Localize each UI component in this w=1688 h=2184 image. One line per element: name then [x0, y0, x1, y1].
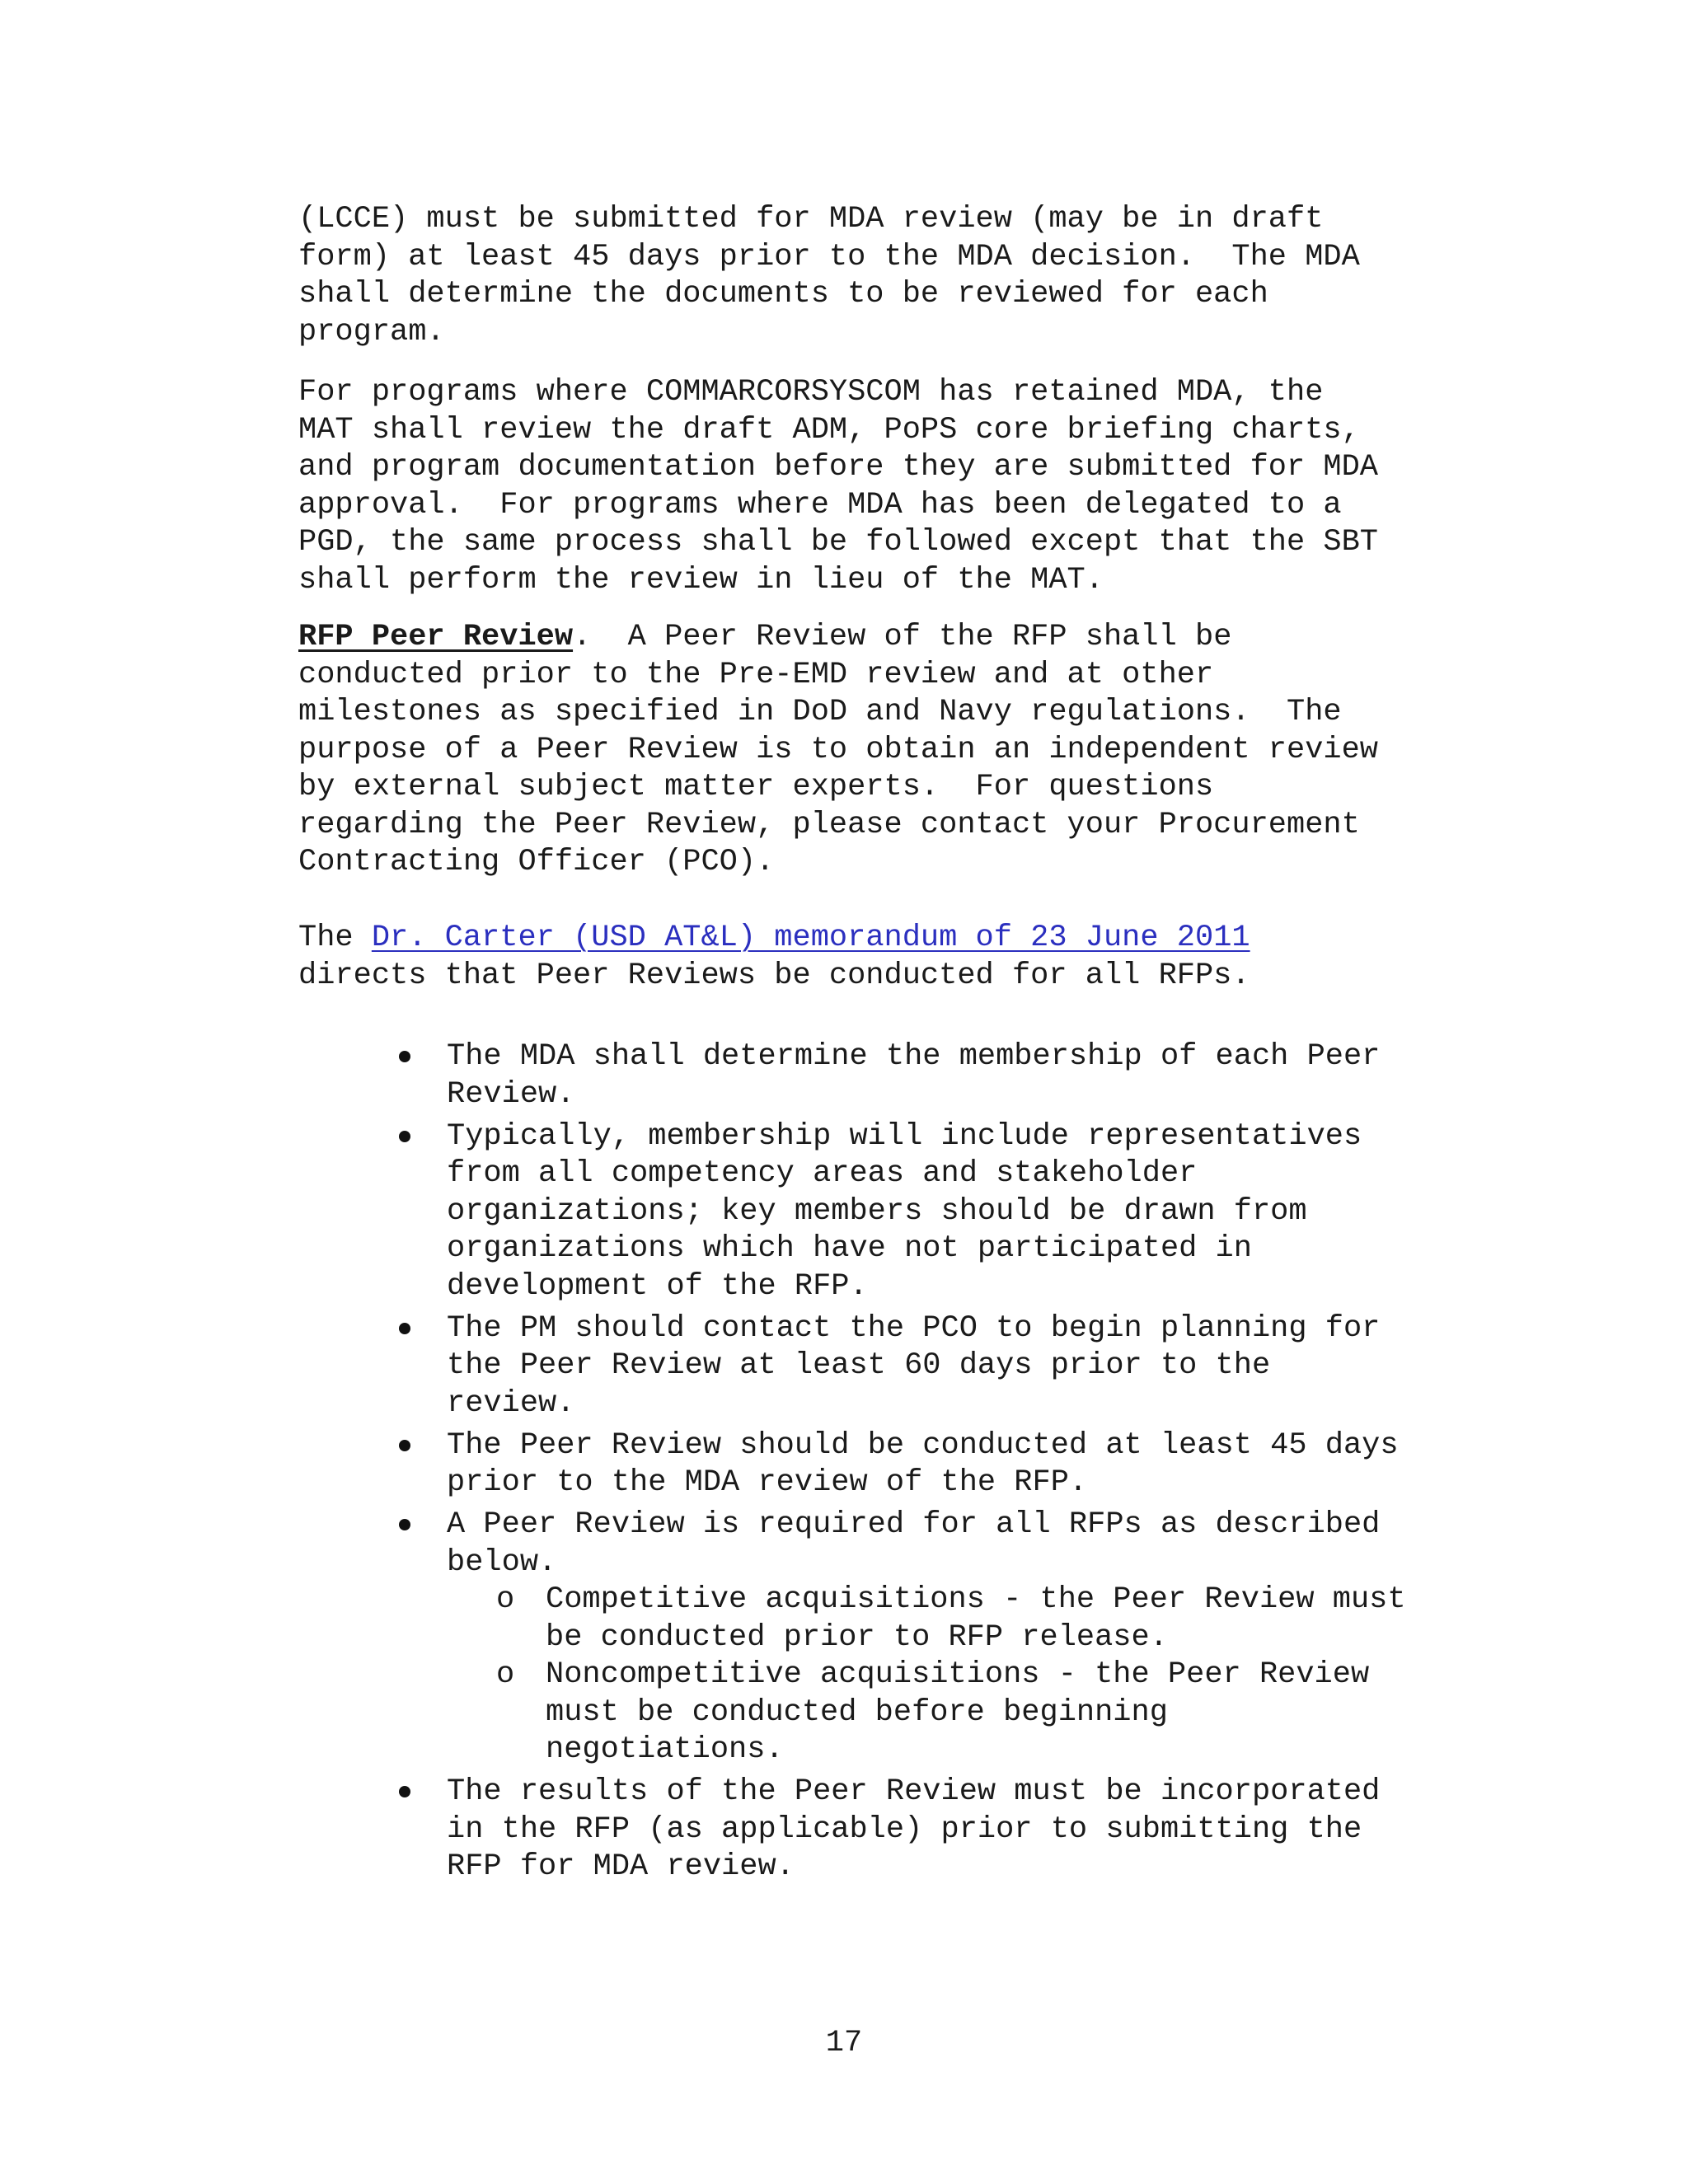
sub-bullet-marker: o: [496, 1582, 515, 1617]
list-item: [298, 1774, 1485, 1886]
list-item-text: The MDA shall determine the membership of each Peer Review.: [447, 1039, 1381, 1112]
list-item: [298, 1038, 1485, 1113]
carter-memorandum-link[interactable]: Dr. Carter (USD AT&L) memorandum of 23 June 2011: [371, 921, 1250, 955]
bullet-dot-icon: [399, 1323, 410, 1334]
paragraph-mda-programs: For programs where COMMARCORSYSCOM has retained MDA, the MAT shall review the draft ADM, PoPS core briefing charts, and program documentation before they are submitted for MDA approval. For programs where MDA has been delegated to a PGD, the same process shall be followed except that the SBT shall perform the review in lieu of the MAT.: [298, 375, 1379, 598]
list-item-text: The Peer Review should be conducted at least 45 days prior to the MDA review of the RFP.: [447, 1427, 1399, 1500]
paragraph-lcce-review: (LCCE) must be submitted for MDA review (may be in draft form) at least 45 days prior to the MDA decision. The MDA shall determine the documents to be reviewed for each program.: [298, 202, 1360, 349]
rfp-peer-review-heading: RFP Peer Review: [298, 620, 574, 654]
bullet-dot-icon: [399, 1786, 410, 1797]
list-item: [298, 1507, 1485, 1769]
list-item: [298, 1310, 1485, 1423]
carter-prefix: The: [298, 921, 372, 955]
sub-list-item-text: Noncompetitive acquisitions - the Peer Review must be conducted before beginning negotiations.: [546, 1657, 1370, 1767]
bullet-dot-icon: [399, 1440, 410, 1451]
list-item-text: The PM should contact the PCO to begin planning for the Peer Review at least 60 days prior to the review.: [447, 1310, 1381, 1421]
page-number: 17: [825, 2026, 863, 2060]
sub-bullet-marker: o: [496, 1657, 515, 1692]
list-item: [298, 1118, 1485, 1306]
list-item-text: Typically, membership will include representatives from all competency areas and stakeholder organizations; key members should be drawn from organizations which have not participated in development of the RFP.: [447, 1118, 1362, 1304]
list-item-text: The results of the Peer Review must be incorporated in the RFP (as applicable) prior to submitting the RFP for MDA review.: [447, 1774, 1381, 1884]
carter-suffix: directs that Peer Reviews be conducted for all RFPs.: [298, 958, 1250, 993]
paragraph-rfp-peer-review: [298, 619, 1485, 882]
sub-list-item-text: Competitive acquisitions - the Peer Review must be conducted prior to RFP release.: [546, 1582, 1406, 1655]
sub-list-item: [447, 1657, 1485, 1769]
sub-list-item: [447, 1582, 1485, 1657]
bullet-dot-icon: [399, 1131, 410, 1142]
list-item-text: A Peer Review is required for all RFPs as described below.: [447, 1507, 1381, 1580]
bullet-dot-icon: [399, 1519, 410, 1530]
peer-review-bullet-list: [298, 1038, 1485, 1891]
list-item: [298, 1427, 1485, 1502]
bullet-dot-icon: [399, 1051, 410, 1062]
paragraph-carter-memo: [298, 920, 1485, 995]
rfp-peer-review-text: . A Peer Review of the RFP shall be conducted prior to the Pre-EMD review and at other milestones as specified in DoD and Navy regulations. The purpose of a Peer Review is to obtain an independent review by external subject matter experts. For questions regarding the Peer Review, please contact your Procurement Contracting Officer (PCO).: [298, 620, 1379, 879]
acquisition-sub-list: [447, 1582, 1485, 1769]
